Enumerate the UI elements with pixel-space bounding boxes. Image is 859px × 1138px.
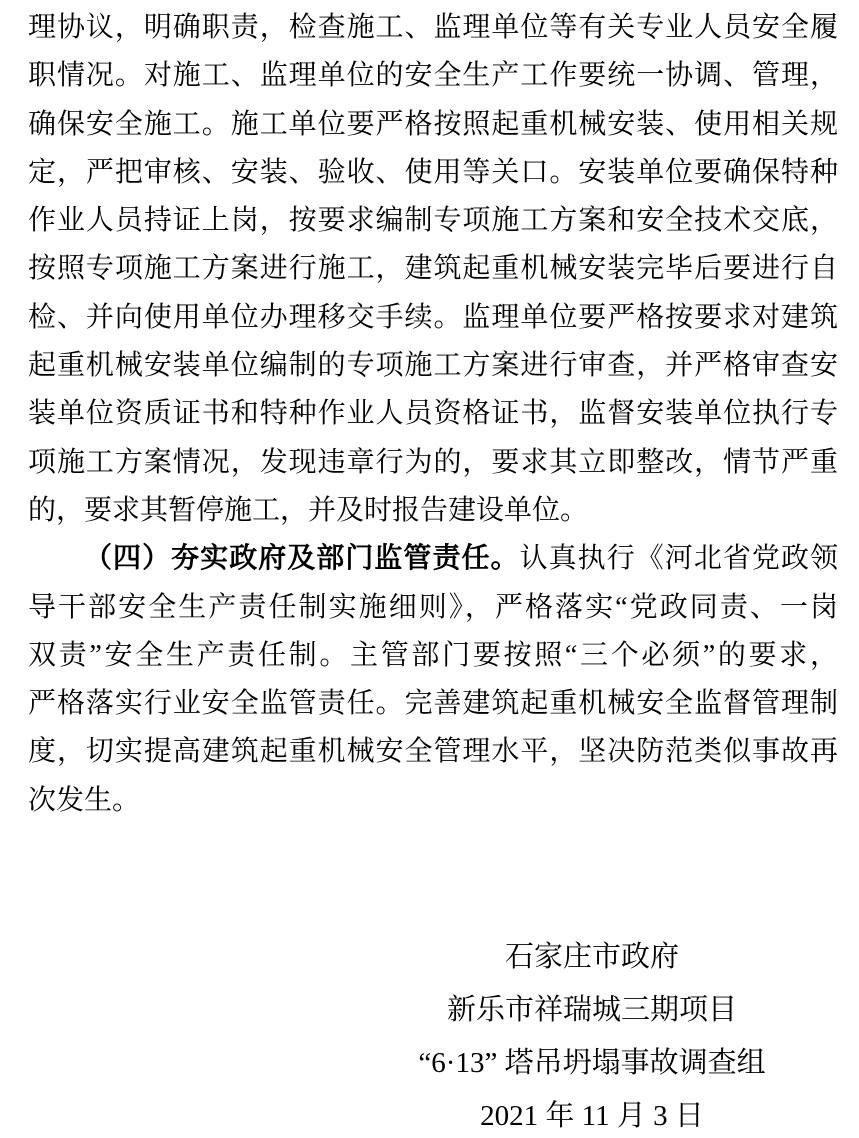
body-text-line-6: [28, 245, 838, 293]
signature-line-date: 2021 年 11 月 3 日: [480, 1100, 704, 1133]
text-segment: 定，严把审核、安装、验收、使用等关口。安装单位要确保特种: [28, 156, 838, 188]
text-segment: 按照专项施工方案进行施工，建筑起重机械安装完毕后要进行自: [28, 253, 838, 285]
document-body: [28, 4, 838, 825]
text-segment: 理协议，明确职责，检查施工、监理单位等有关专业人员安全履: [28, 12, 838, 43]
text-segment: 作业人员持证上岗，按要求编制专项施工方案和安全技术交底，: [28, 205, 838, 237]
signature-line-investigation-team: “6·13” 塔吊坍塌事故调查组: [418, 1047, 766, 1080]
text-segment: 双责”安全生产责任制。主管部门要按照“三个必须”的要求，: [28, 639, 838, 671]
text-segment: 装单位资质证书和特种作业人员资格证书，监督安装单位执行专: [28, 398, 838, 430]
body-text-line-5: [28, 197, 838, 245]
text-segment: 严格落实行业安全监管责任。完善建筑起重机械安全监督管理制: [28, 688, 838, 720]
body-text-line-12: [28, 535, 838, 583]
body-text-line-3: [28, 101, 838, 149]
body-text-line-15: [28, 680, 838, 728]
body-text-line-2: [28, 52, 838, 100]
body-text-line-4: [28, 149, 838, 197]
text-segment: 职情况。对施工、监理单位的安全生产工作要统一协调、管理，: [28, 60, 838, 92]
body-text-line-14: [28, 632, 838, 680]
body-text-line-16: [28, 728, 838, 776]
text-segment: 的，要求其暂停施工，并及时报告建设单位。: [28, 494, 589, 526]
text-segment: 度，切实提高建筑起重机械安全管理水平，坚决防范类似事故再: [28, 736, 838, 768]
body-text-line-17: [28, 777, 838, 825]
text-segment: 次发生。: [28, 784, 141, 816]
body-text-line-7: [28, 294, 838, 342]
body-text-line-9: [28, 390, 838, 438]
section-heading-segment: （四）夯实政府及部门监管责任。: [84, 543, 520, 575]
text-segment: 检、并向使用单位办理移交手续。监理单位要严格按要求对建筑: [28, 301, 838, 333]
signature-block: [330, 931, 854, 1138]
body-text-line-11: [28, 487, 838, 535]
text-segment: 确保安全施工。施工单位要严格按照起重机械安装、使用相关规: [28, 108, 838, 140]
body-text-line-13: [28, 584, 838, 632]
body-text-line-8: [28, 342, 838, 390]
text-segment: 项施工方案情况，发现违章行为的，要求其立即整改，情节严重: [28, 446, 838, 478]
signature-line-project: 新乐市祥瑞城三期项目: [446, 994, 737, 1027]
body-text-line-1: [28, 4, 838, 52]
text-segment: 起重机械安装单位编制的专项施工方案进行审查，并严格审查安: [28, 350, 838, 382]
text-segment: 导干部安全生产责任制实施细则》，严格落实“党政同责、一岗: [28, 591, 838, 623]
body-text-line-10: [28, 439, 838, 487]
signature-line-issuer: 石家庄市政府: [504, 941, 679, 974]
text-segment: 认真执行《河北省党政领: [519, 543, 838, 575]
